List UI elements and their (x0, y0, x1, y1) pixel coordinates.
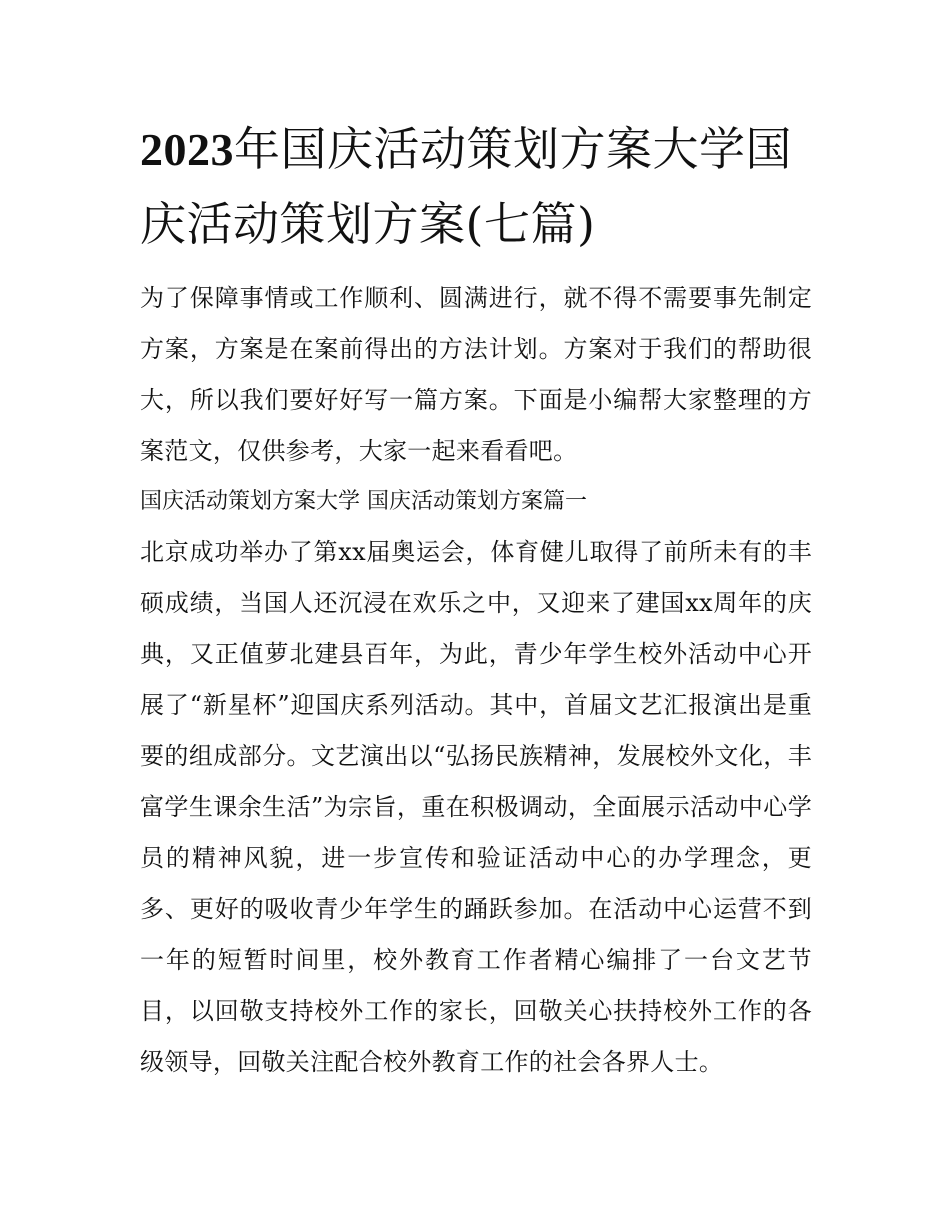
title-year: 2023 (140, 124, 234, 175)
body-paragraph: 北京成功举办了第xx届奥运会，体育健儿取得了前所未有的丰硕成绩，当国人还沉浸在欢乐之中，又迎来了建国xx周年的庆典，又正值萝北建县百年，为此，青少年学生校外活动中心开展了“新星杯”迎国庆系列活动。其中，首届文艺汇报演出是重要的组成部分。文艺演出以“弘扬民族精神，发展校外文化，丰富学生课余生活”为宗旨，重在积极调动，全面展示活动中心学员的精神风貌，进一步宣传和验证活动中心的办学理念，更多、更好的吸收青少年学生的踊跃参加。在活动中心运营不到一年的短暂时间里，校外教育工作者精心编排了一台文艺节目，以回敬支持校外工作的家长，回敬关心扶持校外工作的各级领导，回敬关注配合校外教育工作的社会各界人士。 (140, 538, 812, 1076)
section-heading: 国庆活动策划方案大学 国庆活动策划方案篇一 (140, 489, 587, 514)
document-title (140, 112, 812, 261)
document-page (140, 112, 812, 1088)
title-text: 年国庆活动策划方案大学国庆活动策划方案(七篇) (140, 122, 792, 251)
intro-paragraph: 为了保障事情或工作顺利、圆满进行，就不得不需要事先制定方案，方案是在案前得出的方法计划。方案对于我们的帮助很大，所以我们要好好写一篇方案。下面是小编帮大家整理的方案范文，仅供参考，大家一起来看看吧。 (140, 284, 812, 465)
